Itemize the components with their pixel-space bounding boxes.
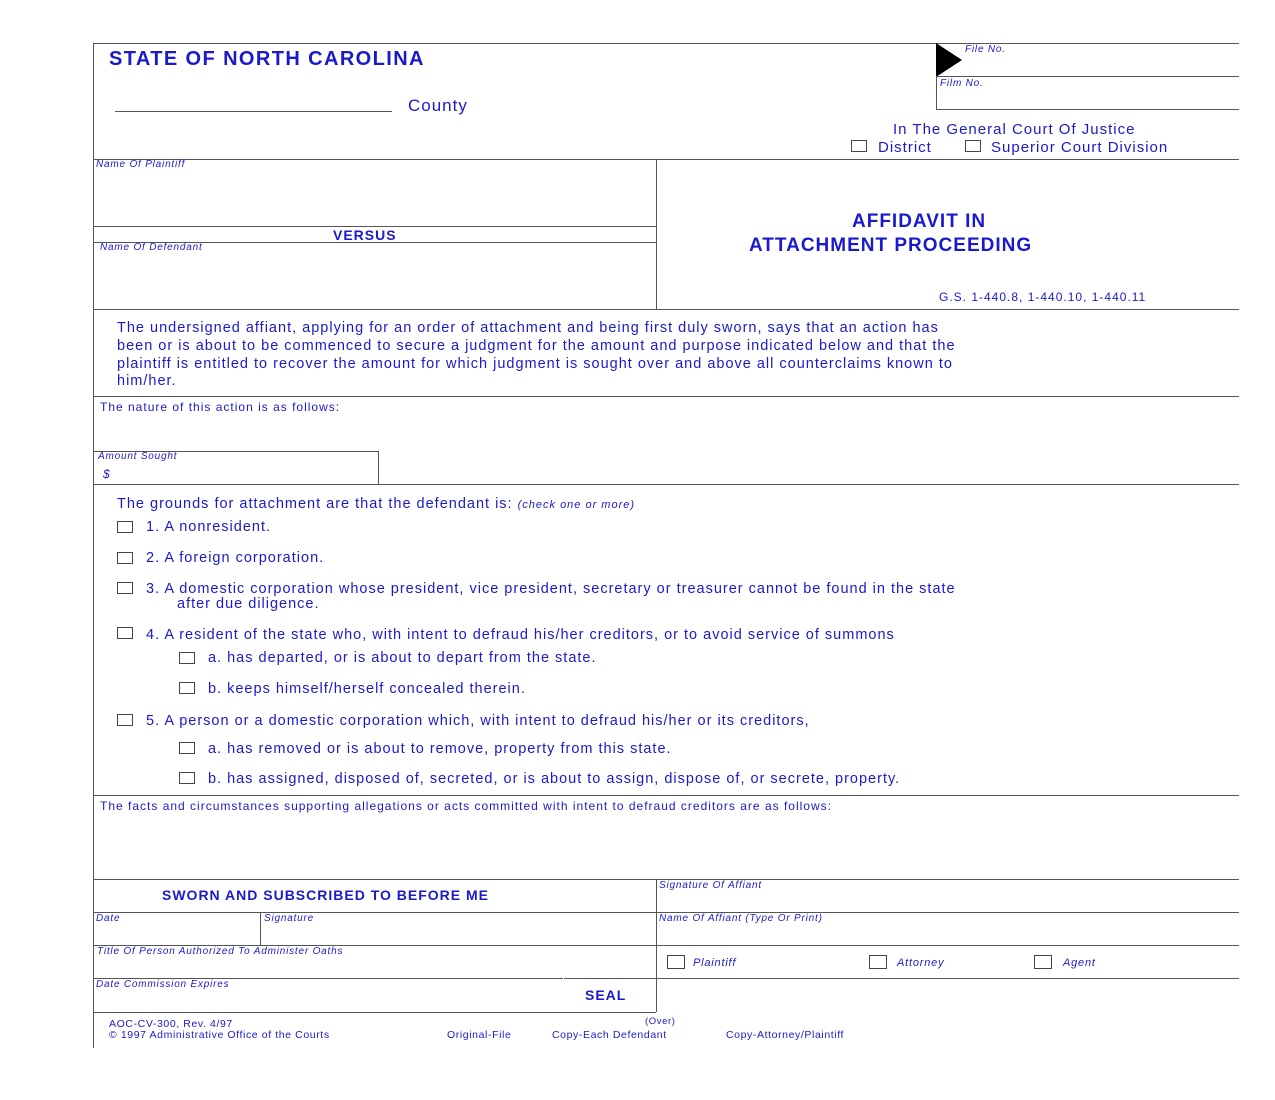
court-line: In The General Court Of Justice — [893, 121, 1136, 138]
ground-5b-checkbox[interactable] — [179, 772, 195, 784]
state-title: STATE OF NORTH CAROLINA — [109, 48, 425, 70]
intro-line-2: been or is about to be commenced to secure a judgment for the amount and purpose indicated below and that the — [117, 338, 956, 354]
nature-field[interactable] — [94, 416, 1238, 450]
ground-4-label: 4. A resident of the state who, with intent to defraud his/her creditors, or to avoid service of summons — [146, 627, 895, 643]
ground-4b-checkbox[interactable] — [179, 682, 195, 694]
amount-currency: $ — [103, 467, 111, 481]
grounds-intro — [117, 496, 635, 512]
header-divider — [93, 159, 1239, 160]
grounds-intro-text: The grounds for attachment are that the defendant is: — [117, 496, 513, 512]
plaintiff-name-field[interactable] — [94, 172, 655, 226]
seal-divider — [563, 978, 564, 1012]
plaintiff-role-label: Plaintiff — [693, 957, 737, 969]
copyright-label: © 1997 Administrative Office of the Courts — [109, 1029, 330, 1041]
defendant-name-field[interactable] — [94, 256, 655, 308]
ground-3-label: 3. A domestic corporation whose president, vice president, secretary or treasurer cannot be found in the state — [146, 581, 956, 597]
plaintiff-checkbox[interactable] — [667, 955, 685, 969]
date-sig-divider — [260, 912, 261, 945]
amount-right-line — [378, 451, 379, 484]
parties-divider — [656, 159, 657, 309]
form-title-line1: AFFIDAVIT IN — [852, 211, 987, 232]
ground-1-checkbox[interactable] — [117, 521, 133, 533]
facts-field[interactable] — [94, 815, 1238, 878]
parties-bottom-line — [93, 309, 1239, 310]
county-input-line[interactable] — [115, 111, 392, 112]
attorney-role-label: Attorney — [897, 957, 945, 969]
form-number: AOC-CV-300, Rev. 4/97 — [109, 1018, 233, 1030]
title-authorized-field[interactable] — [94, 960, 654, 978]
district-checkbox[interactable] — [851, 140, 867, 152]
district-label: District — [878, 139, 932, 156]
ground-3-checkbox[interactable] — [117, 582, 133, 594]
amount-label: Amount Sought — [98, 451, 178, 462]
over-label: (Over) — [645, 1016, 676, 1027]
sworn-heading: SWORN AND SUBSCRIBED TO BEFORE ME — [162, 887, 490, 903]
commission-field[interactable] — [94, 993, 562, 1011]
file-no-field[interactable] — [936, 76, 1239, 77]
signature-label: Signature — [264, 913, 315, 924]
intro-line-1: The undersigned affiant, applying for an order of attachment and being first duly sworn, says that an action has — [117, 320, 939, 336]
flag-marker-icon — [936, 43, 962, 77]
affiant-signature-field[interactable] — [658, 893, 1238, 911]
date-label: Date — [96, 913, 121, 924]
sworn-line — [93, 912, 656, 913]
form-title-line2: ATTACHMENT PROCEEDING — [749, 235, 1033, 256]
film-no-field[interactable] — [936, 109, 1239, 110]
film-no-label: Film No. — [940, 78, 984, 89]
original-file-label: Original-File — [447, 1029, 512, 1041]
copy-defendant-label: Copy-Each Defendant — [552, 1029, 667, 1041]
defendant-label: Name Of Defendant — [100, 242, 203, 253]
nature-label: The nature of this action is as follows: — [100, 400, 341, 414]
grounds-intro-note: (check one or more) — [517, 499, 636, 511]
agent-checkbox[interactable] — [1034, 955, 1052, 969]
agent-role-label: Agent — [1063, 957, 1096, 969]
seal-label: SEAL — [585, 987, 627, 1003]
ground-1-label: 1. A nonresident. — [146, 519, 272, 535]
commission-label: Date Commission Expires — [96, 979, 230, 990]
statutes-label: G.S. 1-440.8, 1-440.10, 1-440.11 — [939, 290, 1147, 304]
county-label: County — [408, 96, 468, 115]
ground-5-label: 5. A person or a domestic corporation which, with intent to defraud his/her or its creditors, — [146, 713, 810, 729]
ground-5b-label: b. has assigned, disposed of, secreted, or is about to assign, dispose of, or secrete, property. — [208, 771, 901, 787]
ground-4a-checkbox[interactable] — [179, 652, 195, 664]
date-field[interactable] — [94, 926, 258, 944]
affiant-name-line — [656, 945, 1239, 946]
facts-label: The facts and circumstances supporting allegations or acts committed with intent to defraud creditors are as follows: — [100, 799, 832, 813]
role-bottom-line — [656, 978, 1239, 979]
title-authorized-label: Title Of Person Authorized To Administer Oaths — [97, 946, 344, 957]
amount-bottom-line — [93, 484, 1239, 485]
file-box-left — [936, 76, 937, 109]
ground-2-checkbox[interactable] — [117, 552, 133, 564]
amount-field[interactable] — [112, 465, 374, 483]
affiant-signature-label: Signature Of Affiant — [659, 880, 762, 891]
sworn-bottom-line — [93, 1012, 656, 1013]
versus-label: VERSUS — [333, 227, 397, 243]
ground-5a-label: a. has removed or is about to remove, property from this state. — [208, 741, 672, 757]
ground-5-checkbox[interactable] — [117, 714, 133, 726]
superior-label: Superior Court Division — [991, 139, 1169, 156]
intro-line-3: plaintiff is entitled to recover the amount for which judgment is sought over and above all counterclaims known to — [117, 356, 953, 372]
ground-2-label: 2. A foreign corporation. — [146, 550, 325, 566]
affiant-name-field[interactable] — [658, 926, 1238, 944]
superior-checkbox[interactable] — [965, 140, 981, 152]
ground-4a-label: a. has departed, or is about to depart from the state. — [208, 650, 597, 666]
file-no-label: File No. — [965, 44, 1006, 55]
grounds-bottom-line — [93, 795, 1239, 796]
intro-line-4: him/her. — [117, 373, 177, 389]
ground-4-checkbox[interactable] — [117, 627, 133, 639]
copy-attorney-label: Copy-Attorney/Plaintiff — [726, 1029, 845, 1041]
affiant-name-label: Name Of Affiant (Type Or Print) — [659, 913, 823, 924]
intro-bottom-line — [93, 396, 1239, 397]
ground-4b-label: b. keeps himself/herself concealed therein. — [208, 681, 526, 697]
ground-3-label-cont: after due diligence. — [177, 596, 320, 612]
ground-5a-checkbox[interactable] — [179, 742, 195, 754]
notary-signature-field[interactable] — [262, 926, 654, 944]
top-border — [93, 43, 1239, 44]
plaintiff-label: Name Of Plaintiff — [96, 159, 186, 170]
attorney-checkbox[interactable] — [869, 955, 887, 969]
